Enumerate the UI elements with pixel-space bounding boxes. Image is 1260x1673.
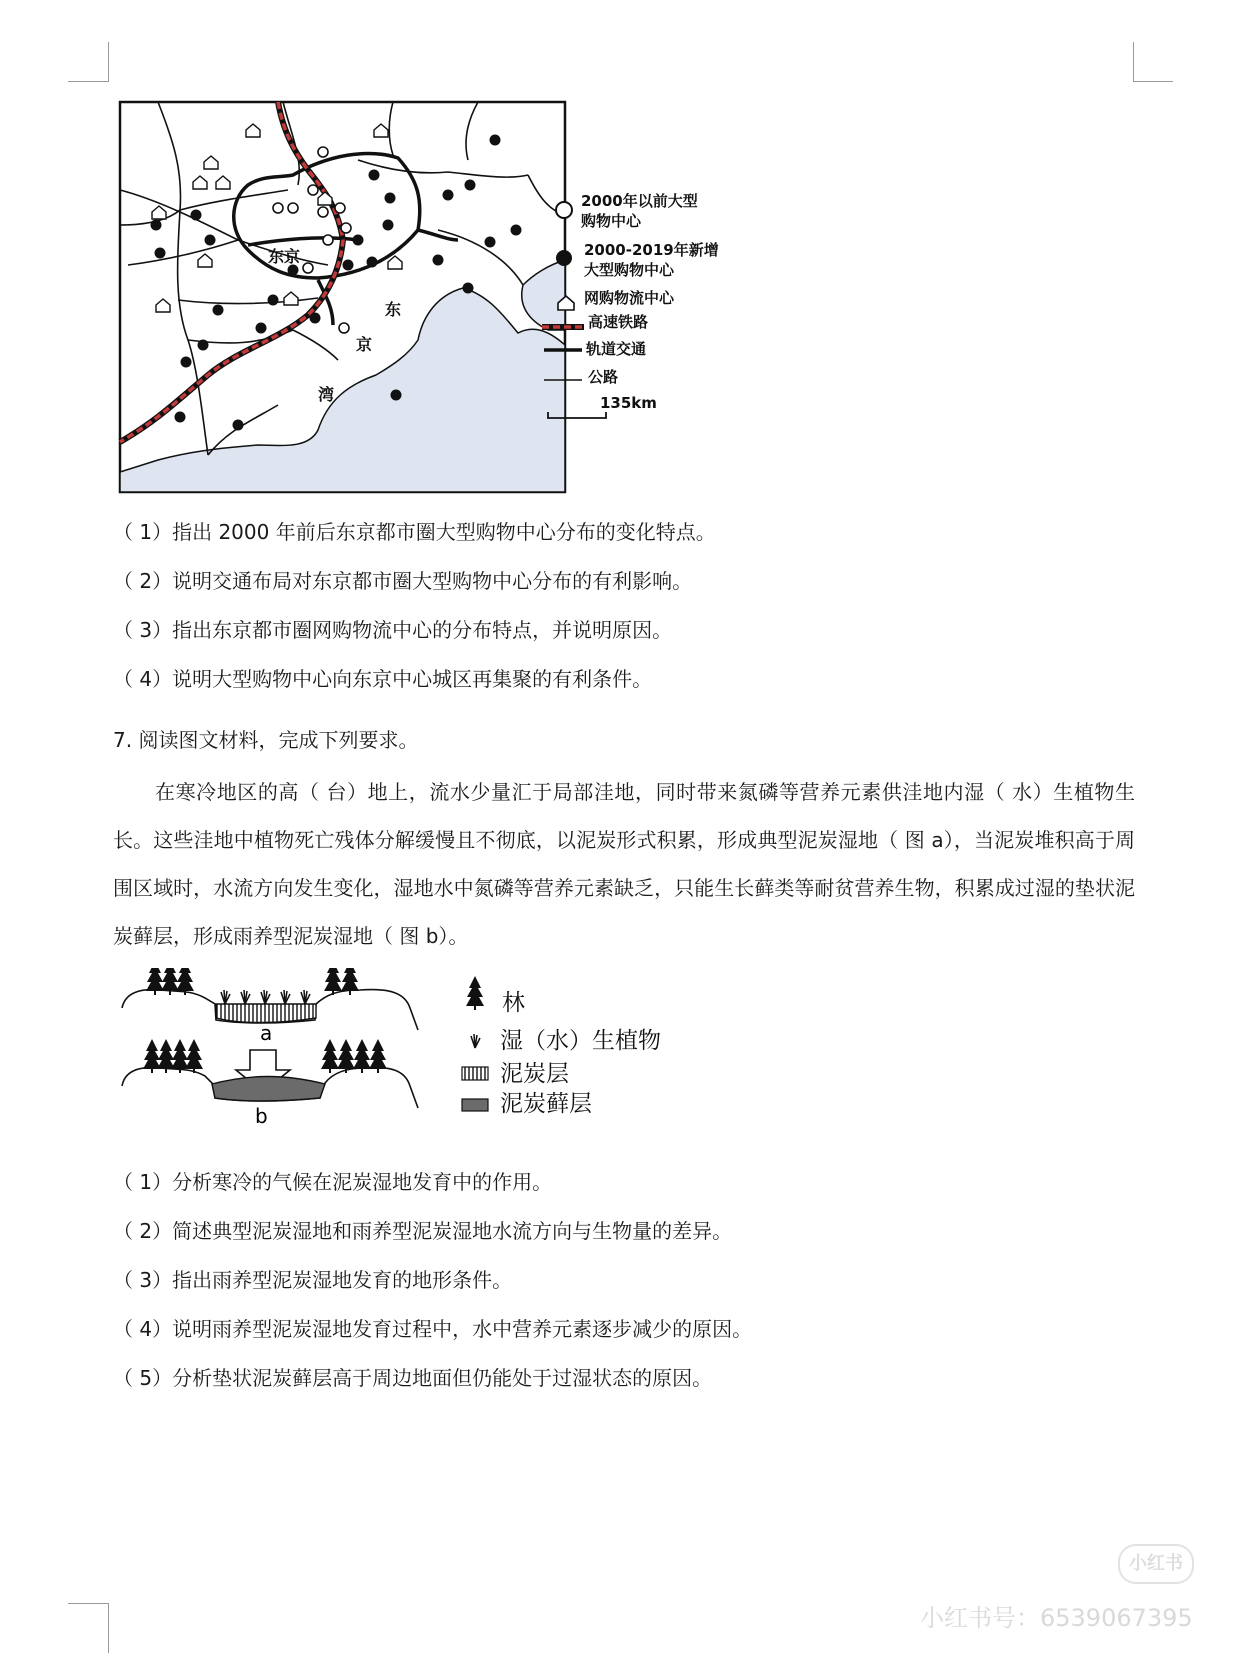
q6-item-4: （ 4）说明大型购物中心向东京中心城区再集聚的有利条件。 (113, 667, 653, 691)
tokyo-metro-map (118, 100, 768, 495)
legend-old-line1: 2000年以前大型 (581, 192, 698, 210)
q7-title: 7. 阅读图文材料，完成下列要求。 (113, 728, 419, 752)
label-a: a (260, 1021, 273, 1045)
watermark-text: 小红书号：6539067395 (920, 1604, 1193, 1632)
legend-old-line2: 购物中心 (581, 212, 642, 230)
legend-forest: 林 (502, 990, 525, 1016)
legend-wet-plant: 湿（水）生植物 (500, 1028, 661, 1054)
q7-item-3: （ 3）指出雨养型泥炭湿地发育的地形条件。 (113, 1268, 513, 1292)
q7-material: 在寒冷地区的高（ 台）地上，流水少量汇于局部洼地，同时带来氮磷等营养元素供洼地内湿（ 水）生植物生长。这些洼地中植物死亡残体分解缓慢且不彻底，以泥炭形式积累，形成典型泥炭湿地（ 图 a），当泥炭堆积高于周围区域时，水流方向发生变化，湿地水中氮磷等营养元素缺乏，只能生长藓类等耐贫营养生物，积累成过湿的垫状泥炭藓层，形成雨养型泥炭湿地（ 图 b）。 (113, 780, 1135, 948)
q6-item-2: （ 2）说明交通布局对东京都市圈大型购物中心分布的有利影响。 (113, 569, 693, 593)
peatland-diagram (120, 968, 740, 1183)
map-legend (542, 192, 719, 418)
bay-label-3: 湾 (318, 385, 335, 404)
legend-moss: 泥炭藓层 (500, 1091, 592, 1117)
q7-item-2: （ 2）简述典型泥炭湿地和雨养型泥炭湿地水流方向与生物量的差异。 (113, 1219, 733, 1243)
legend-rail: 轨道交通 (586, 340, 647, 358)
crop-mark-top-right-v (1133, 42, 1134, 82)
crop-mark-bottom-left-h (68, 1603, 108, 1604)
q7-item-4: （ 4）说明雨养型泥炭湿地发育过程中，水中营养元素逐步减少的原因。 (113, 1317, 753, 1341)
legend-peat: 泥炭层 (500, 1061, 569, 1087)
legend-hsr: 高速铁路 (588, 313, 649, 331)
tree-icon (466, 976, 484, 1010)
old-center-legend-icon (556, 202, 572, 218)
legend-new-line2: 大型购物中心 (584, 261, 675, 279)
new-center-legend-icon (556, 250, 572, 266)
q7-item-1: （ 1）分析寒冷的气候在泥炭湿地发育中的作用。 (113, 1170, 553, 1194)
map-frame (120, 102, 565, 492)
wet-plant-icon (471, 1034, 480, 1048)
bay-label-2: 京 (356, 335, 373, 354)
bay-label-1: 东 (385, 300, 402, 319)
diagram-a (122, 968, 418, 1045)
crop-mark-top-right-h (1133, 81, 1173, 82)
legend-road: 公路 (588, 368, 619, 386)
crop-mark-top-left-h (68, 81, 108, 82)
label-b: b (255, 1104, 268, 1128)
legend-new-line1: 2000-2019年新增 (584, 241, 719, 259)
q7-item-5: （ 5）分析垫状泥炭藓层高于周边地面但仍能处于过湿状态的原因。 (113, 1366, 713, 1390)
legend-logistics: 网购物流中心 (584, 289, 675, 307)
moss-layer-icon (462, 1099, 488, 1111)
tokyo-city-label: 东京 (268, 247, 301, 266)
crop-mark-bottom-left-v (108, 1603, 109, 1653)
q6-item-1: （ 1）指出 2000 年前后东京都市圈大型购物中心分布的变化特点。 (113, 520, 716, 544)
bog-legend (462, 976, 661, 1117)
q6-item-3: （ 3）指出东京都市圈网购物流中心的分布特点，并说明原因。 (113, 618, 673, 642)
watermark-logo: 小红书 (1118, 1544, 1194, 1584)
peat-layer-icon (462, 1067, 488, 1080)
legend-scale: 135km (600, 394, 657, 412)
crop-mark-top-left-v (108, 42, 109, 82)
